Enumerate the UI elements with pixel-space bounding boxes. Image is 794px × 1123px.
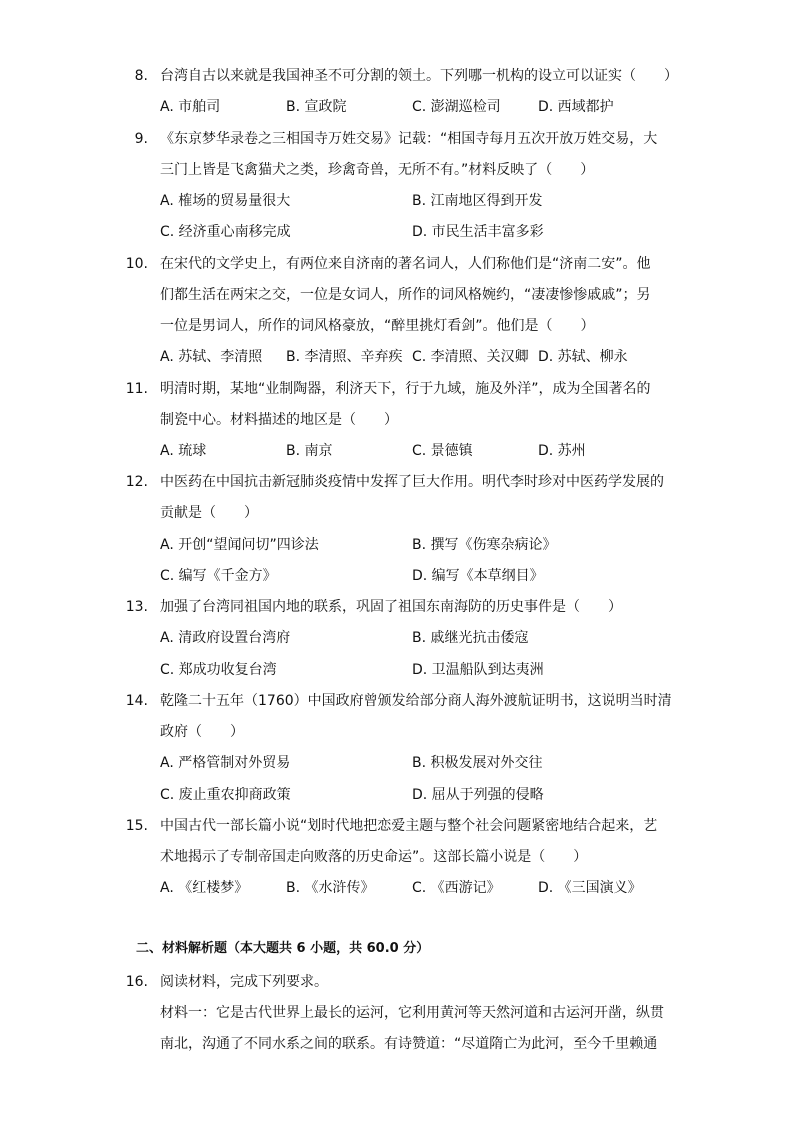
option-a: A. 《红楼梦》	[160, 880, 249, 896]
question-number: 12.	[125, 474, 148, 490]
option-d: D. 市民生活丰富多彩	[412, 224, 544, 240]
question-number: 15.	[125, 818, 148, 834]
question-number: 16.	[125, 974, 148, 990]
material-text: 南北，沟通了不同水系之间的联系。有诗赞道：“尽道隋亡为此河，至今千里赖通	[160, 1036, 658, 1052]
option-b: B. 积极发展对外交往	[412, 755, 543, 771]
option-a: A. 开创“望闻问切”四诊法	[160, 537, 319, 553]
option-b: B. 戚继光抗击倭寇	[412, 630, 529, 646]
question-text: 乾隆二十五年（1760）中国政府曾颁发给部分商人海外渡航证明书，这说明当时清	[160, 693, 672, 709]
option-a: A. 清政府设置台湾府	[160, 630, 291, 646]
option-c: C. 编写《千金方》	[160, 568, 277, 584]
question-text: 制瓷中心。材料描述的地区是（ ）	[160, 412, 398, 428]
option-d: D. 卫温船队到达夷洲	[412, 662, 544, 678]
option-d: D. 苏轼、柳永	[538, 349, 628, 365]
option-a: A. 榷场的贸易量很大	[160, 193, 291, 209]
question-text: 政府（ ）	[160, 724, 244, 740]
option-c: C. 《西游记》	[412, 880, 501, 896]
question-number: 10.	[125, 256, 148, 272]
option-d: D. 苏州	[538, 443, 586, 459]
question-text: 贡献是（ ）	[160, 505, 258, 521]
option-a: A. 市舶司	[160, 99, 221, 115]
question-text: 在宋代的文学史上，有两位来自济南的著名词人，人们称他们是“济南二安”。他	[160, 256, 651, 272]
option-c: C. 澎湖巡检司	[412, 99, 501, 115]
question-text: 明清时期，某地“业制陶器，利济天下，行于九域，施及外洋”，成为全国著名的	[160, 381, 651, 397]
option-b: B. 江南地区得到开发	[412, 193, 543, 209]
material-text: 材料一：它是古代世界上最长的运河，它利用黄河等天然河道和古运河开凿，纵贯	[160, 1005, 664, 1021]
question-number: 13.	[125, 599, 148, 615]
section-heading-text: 二、材料解析题（本大题共 6 小题，共 60.0 分）	[136, 941, 430, 956]
question-text: 台湾自古以来就是我国神圣不可分割的领土。下列哪一机构的设立可以证实（ ）	[160, 68, 678, 84]
option-b: B. 《水浒传》	[286, 880, 375, 896]
question-text: 加强了台湾同祖国内地的联系，巩固了祖国东南海防的历史事件是（ ）	[160, 599, 622, 615]
option-a: A. 苏轼、李清照	[160, 349, 263, 365]
question-number: 8.	[134, 68, 148, 84]
option-c: C. 景德镇	[412, 443, 473, 459]
option-a: A. 严格管制对外贸易	[160, 755, 291, 771]
question-text: 中国古代一部长篇小说“划时代地把恋爱主题与整个社会问题紧密地结合起来，艺	[160, 818, 658, 834]
question-text: 三门上皆是飞禽猫犬之类，珍禽奇兽，无所不有。”材料反映了（ ）	[160, 162, 595, 178]
option-b: B. 宣政院	[286, 99, 347, 115]
option-d: D. 西域都护	[538, 99, 614, 115]
question-text: 一位是男词人，所作的词风格豪放，“醉里挑灯看剑”。他们是（ ）	[160, 318, 595, 334]
option-c: C. 李清照、关汉卿	[412, 349, 529, 365]
question-number: 9.	[134, 131, 148, 147]
option-c: C. 废止重农抑商政策	[160, 787, 291, 803]
question-number: 14.	[125, 693, 148, 709]
question-text: 中医药在中国抗击新冠肺炎疫情中发挥了巨大作用。明代李时珍对中医药学发展的	[160, 474, 664, 490]
question-text: 《东京梦华录卷之三相国寺万姓交易》记载：“相国寺每月五次开放万姓交易，大	[160, 131, 658, 147]
option-c: C. 郑成功收复台湾	[160, 662, 277, 678]
option-a: A. 琉球	[160, 443, 207, 459]
option-c: C. 经济重心南移完成	[160, 224, 291, 240]
option-b: B. 李清照、辛弃疾	[286, 349, 403, 365]
option-b: B. 南京	[286, 443, 333, 459]
option-d: D. 屈从于列强的侵略	[412, 787, 544, 803]
question-text: 术地揭示了专制帝国走向败落的历史命运”。这部长篇小说是（ ）	[160, 849, 588, 865]
option-d: D. 编写《本草纲目》	[412, 568, 544, 584]
option-d: D. 《三国演义》	[538, 880, 642, 896]
option-b: B. 撰写《伤寒杂病论》	[412, 537, 557, 553]
question-number: 11.	[125, 381, 148, 397]
question-text: 们都生活在两宋之交，一位是女词人，所作的词风格婉约，“凄凄惨惨戚戚”；另	[160, 287, 651, 303]
question-text: 阅读材料，完成下列要求。	[160, 974, 328, 990]
